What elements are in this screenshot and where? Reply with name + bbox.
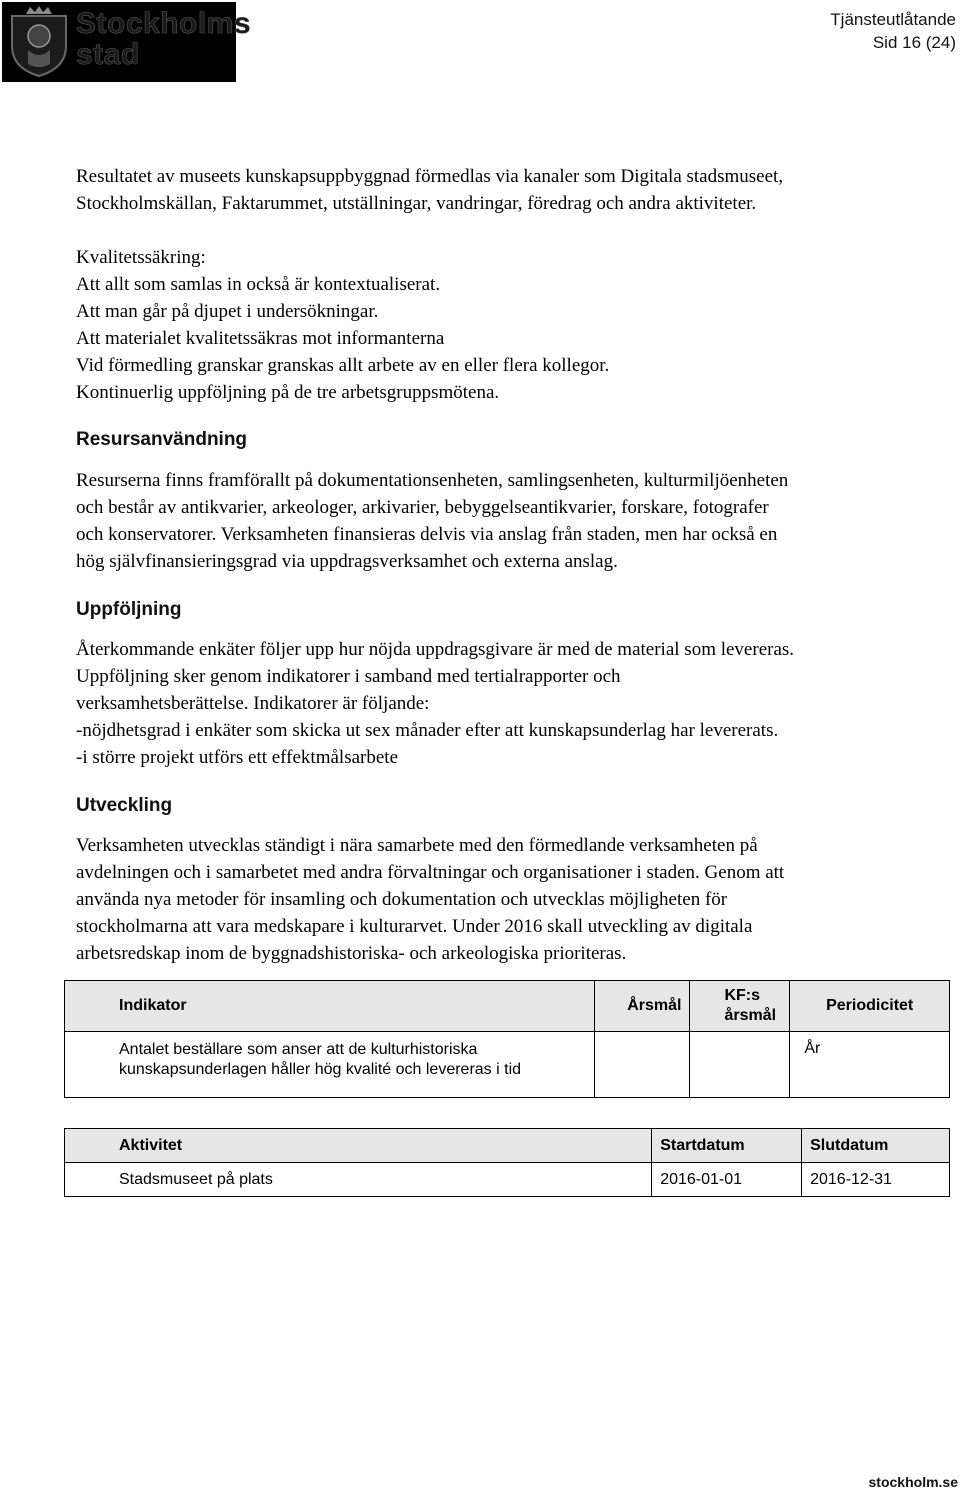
utveckling-paragraph: Verksamheten utvecklas ständigt i nära samarbete med den förmedlande verksamheten på avdelningen och i samarbetet med andra förvaltningar och organisationer i staden. Genom att använda nya metoder för insamling och dokumentation och utvecklas möjligheten för stockholmarna att vara medskapare i kulturarvet. Under 2016 skall utveckling av digitala arbetsredskap inom de byggnadshistoriska- och arkeologiska prioriteras. <box>76 835 785 964</box>
crest-icon <box>8 6 70 78</box>
cell-indikator: Antalet beställare som anser att de kulturhistoriska kunskapsunderlagen håller hög kvalité och levereras i tid <box>65 1032 595 1098</box>
heading-utveckling: Utveckling <box>76 795 173 816</box>
col-header-slutdatum: Slutdatum <box>802 1129 950 1163</box>
page-header-info <box>830 8 956 54</box>
cell-slutdatum: 2016-12-31 <box>802 1163 950 1197</box>
col-header-startdatum: Startdatum <box>652 1129 802 1163</box>
table-row <box>65 1032 950 1098</box>
page-number: Sid 16 (24) <box>872 33 956 52</box>
table-row <box>65 1163 950 1197</box>
footer-site-link[interactable]: stockholm.se <box>868 1474 958 1490</box>
heading-resursanvandning: Resursanvändning <box>76 429 248 450</box>
cell-arsmal <box>594 1032 690 1098</box>
cell-aktivitet: Stadsmuseet på plats <box>65 1163 652 1197</box>
indicator-table <box>64 980 950 1098</box>
uppfoljning-paragraph: Återkommande enkäter följer upp hur nöjda uppdragsgivare är med de material som levereras. Uppföljning sker genom indikatorer i samband med tertialrapporter och verksamhetsberättelse. Indikatorer är följande: -nöjdhetsgrad i enkäter som skicka ut sex månader efter att kunskapsunderlag har levererats. -i större projekt utförs ett effektmålsarbete <box>76 639 795 768</box>
cell-kf-arsmal <box>690 1032 790 1098</box>
col-header-kf-arsmal: KF:s årsmål <box>690 981 790 1032</box>
logo-wordmark: Stockholms stad <box>76 7 252 71</box>
cell-periodicitet: År <box>790 1032 950 1098</box>
col-header-periodicitet: Periodicitet <box>790 981 950 1032</box>
table-header-row <box>65 1129 950 1163</box>
heading-uppfoljning: Uppföljning <box>76 599 182 620</box>
resurs-paragraph: Resurserna finns framförallt på dokumentationsenheten, samlingsenheten, kulturmiljöenheten och består av antikvarier, arkeologer, arkivarier, bebyggelseantikvarier, forskare, fotografer och konservatorer. Verksamheten finansieras delvis via anslag från staden, men har också en hög självfinansieringsgrad via uppdragsverksamhet och externa anslag. <box>76 470 789 572</box>
stockholms-stad-logo <box>2 2 252 82</box>
cell-startdatum: 2016-01-01 <box>652 1163 802 1197</box>
table-header-row <box>65 981 950 1032</box>
document-type: Tjänsteutlåtande <box>830 10 956 29</box>
col-header-arsmal: Årsmål <box>594 981 690 1032</box>
intro-paragraph: Resultatet av museets kunskapsuppbyggnad förmedlas via kanaler som Digitala stadsmuseet, Stockholmskällan, Faktarummet, utställningar, vandringar, föredrag och andra aktiviteter. <box>76 166 784 214</box>
col-header-aktivitet: Aktivitet <box>65 1129 652 1163</box>
quality-assurance-list: Kvalitetssäkring: Att allt som samlas in också är kontextualiserat. Att man går på djupet i undersökningar. Att materialet kvalitetssäkras mot informanterna Vid förmedling granskar granskas allt arbete av en eller flera kollegor. Kontinuerlig uppföljning på de tre arbetsgruppsmötena. <box>76 247 610 403</box>
activity-table <box>64 1128 950 1197</box>
col-header-indikator: Indikator <box>65 981 595 1032</box>
